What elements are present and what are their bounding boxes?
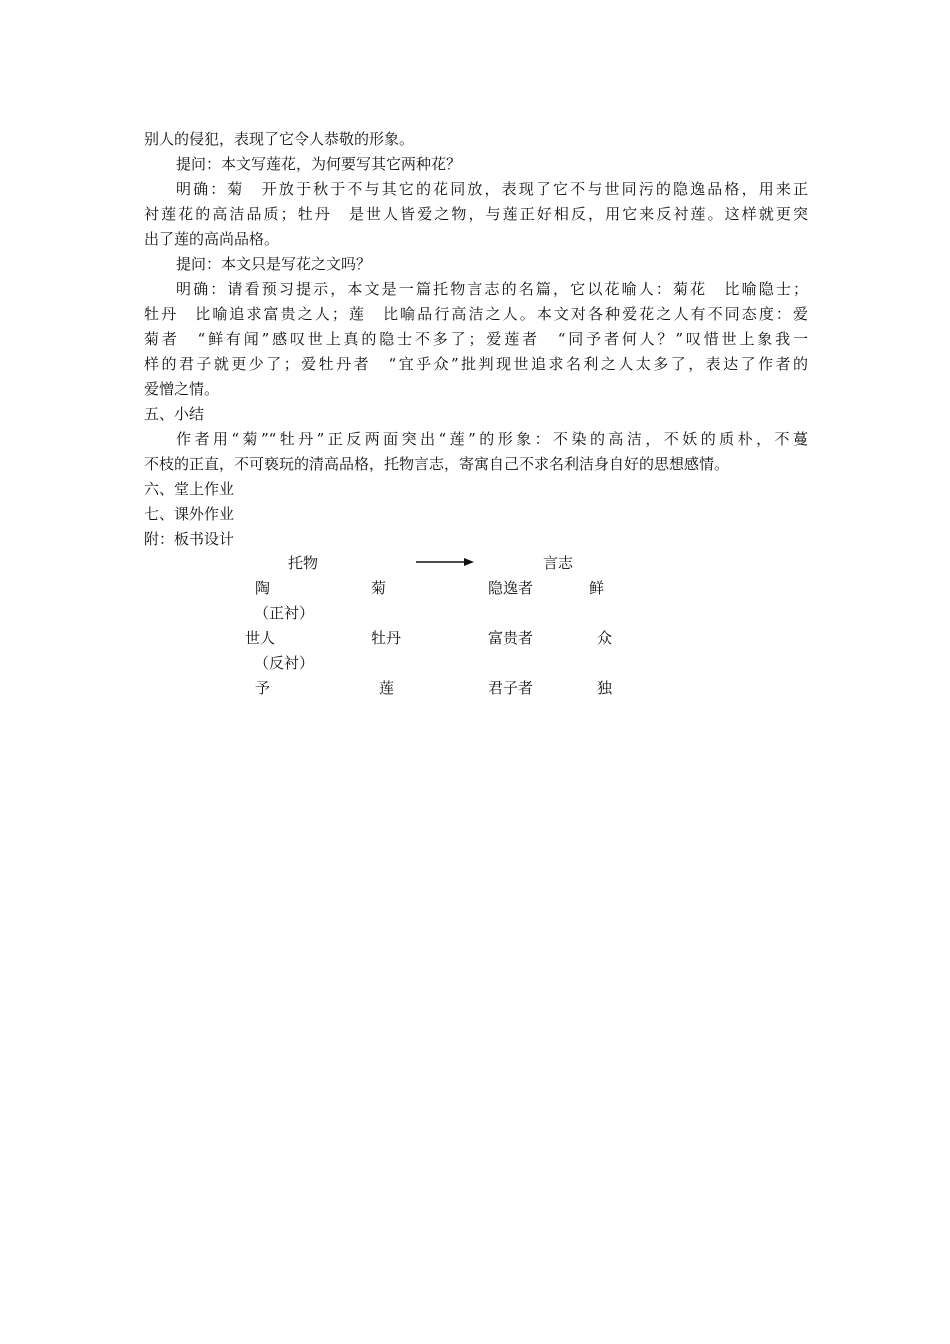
- answer-2-line-4: [144, 353, 808, 375]
- summary-line-1: [176, 428, 808, 450]
- board-head-left: 托物: [288, 554, 319, 572]
- text: 不枝的正直，不可亵玩的清高品格，托物言志，寄寓自己不求名利洁身自好的思想感情。: [144, 455, 730, 473]
- board-cell: 莲: [379, 679, 395, 697]
- text: 爱憎之情。: [144, 380, 220, 398]
- board-cell: 鲜: [589, 579, 605, 597]
- section-heading-summary: [144, 403, 808, 425]
- board-cell: 众: [597, 629, 613, 647]
- summary-line-2: [144, 453, 808, 475]
- board-cell: 牡丹: [371, 629, 402, 647]
- board-head-right: 言志: [543, 554, 574, 572]
- board-note-fanchen: （反衬）: [254, 654, 315, 672]
- text: 牡丹 比喻追求富贵之人；莲 比喻品行高洁之人。本文对各种爱花之人有不同态度：爱: [144, 305, 808, 323]
- board-cell: 菊: [371, 579, 387, 597]
- text: 作者用“菊”“牡丹”正反两面突出“莲”的形象：不染的高洁，不妖的质朴，不蔓: [176, 430, 808, 448]
- text: 别人的侵犯，表现了它令人恭敬的形象。: [144, 130, 415, 148]
- text: 六、堂上作业: [144, 480, 235, 498]
- board-cell: 隐逸者: [488, 579, 534, 597]
- section-heading-board-design: [144, 528, 808, 550]
- answer-2-line-3: [144, 328, 808, 350]
- text: 七、课外作业: [144, 505, 235, 523]
- question-2: [176, 253, 808, 275]
- text: 菊者 “鲜有闻”感叹世上真的隐士不多了；爱莲者 “同予者何人？”叹惜世上象我一: [144, 330, 808, 348]
- board-cell: 予: [255, 679, 271, 697]
- text: 样的君子就更少了；爱牡丹者 “宜乎众”批判现世追求名利之人太多了，表达了作者的: [144, 355, 808, 373]
- board-cell: 君子者: [488, 679, 534, 697]
- board-cell: 富贵者: [488, 629, 534, 647]
- board-note-zhengchen: （正衬）: [254, 604, 315, 622]
- text: 明确：菊 开放于秋于不与其它的花同放，表现了它不与世同污的隐逸品格，用来正: [176, 180, 808, 198]
- answer-2-line-5: [144, 378, 808, 400]
- question-1: [176, 153, 808, 175]
- board-cell: 独: [597, 679, 613, 697]
- text: 明确：请看预习提示，本文是一篇托物言志的名篇，它以花喻人：菊花 比喻隐士；: [176, 280, 808, 298]
- answer-2-line-1: [176, 278, 808, 300]
- answer-1-line-2: [144, 203, 808, 225]
- text: 五、小结: [144, 405, 205, 423]
- arrow-right-icon: [416, 557, 474, 567]
- text: 附：板书设计: [144, 530, 235, 548]
- answer-1-line-3: [144, 228, 808, 250]
- text: 衬莲花的高洁品质；牡丹 是世人皆爱之物，与莲正好相反，用它来反衬莲。这样就更突: [144, 205, 808, 223]
- text: 出了莲的高尚品格。: [144, 230, 280, 248]
- section-heading-homework: [144, 503, 808, 525]
- text: 提问：本文只是写花之文吗？: [176, 255, 372, 273]
- paragraph-continuation: [144, 128, 808, 150]
- section-heading-classwork: [144, 478, 808, 500]
- answer-2-line-2: [144, 303, 808, 325]
- board-cell: 世人: [245, 629, 276, 647]
- text: 提问：本文写莲花，为何要写其它两种花？: [176, 155, 462, 173]
- answer-1-line-1: [176, 178, 808, 200]
- board-cell: 陶: [255, 579, 271, 597]
